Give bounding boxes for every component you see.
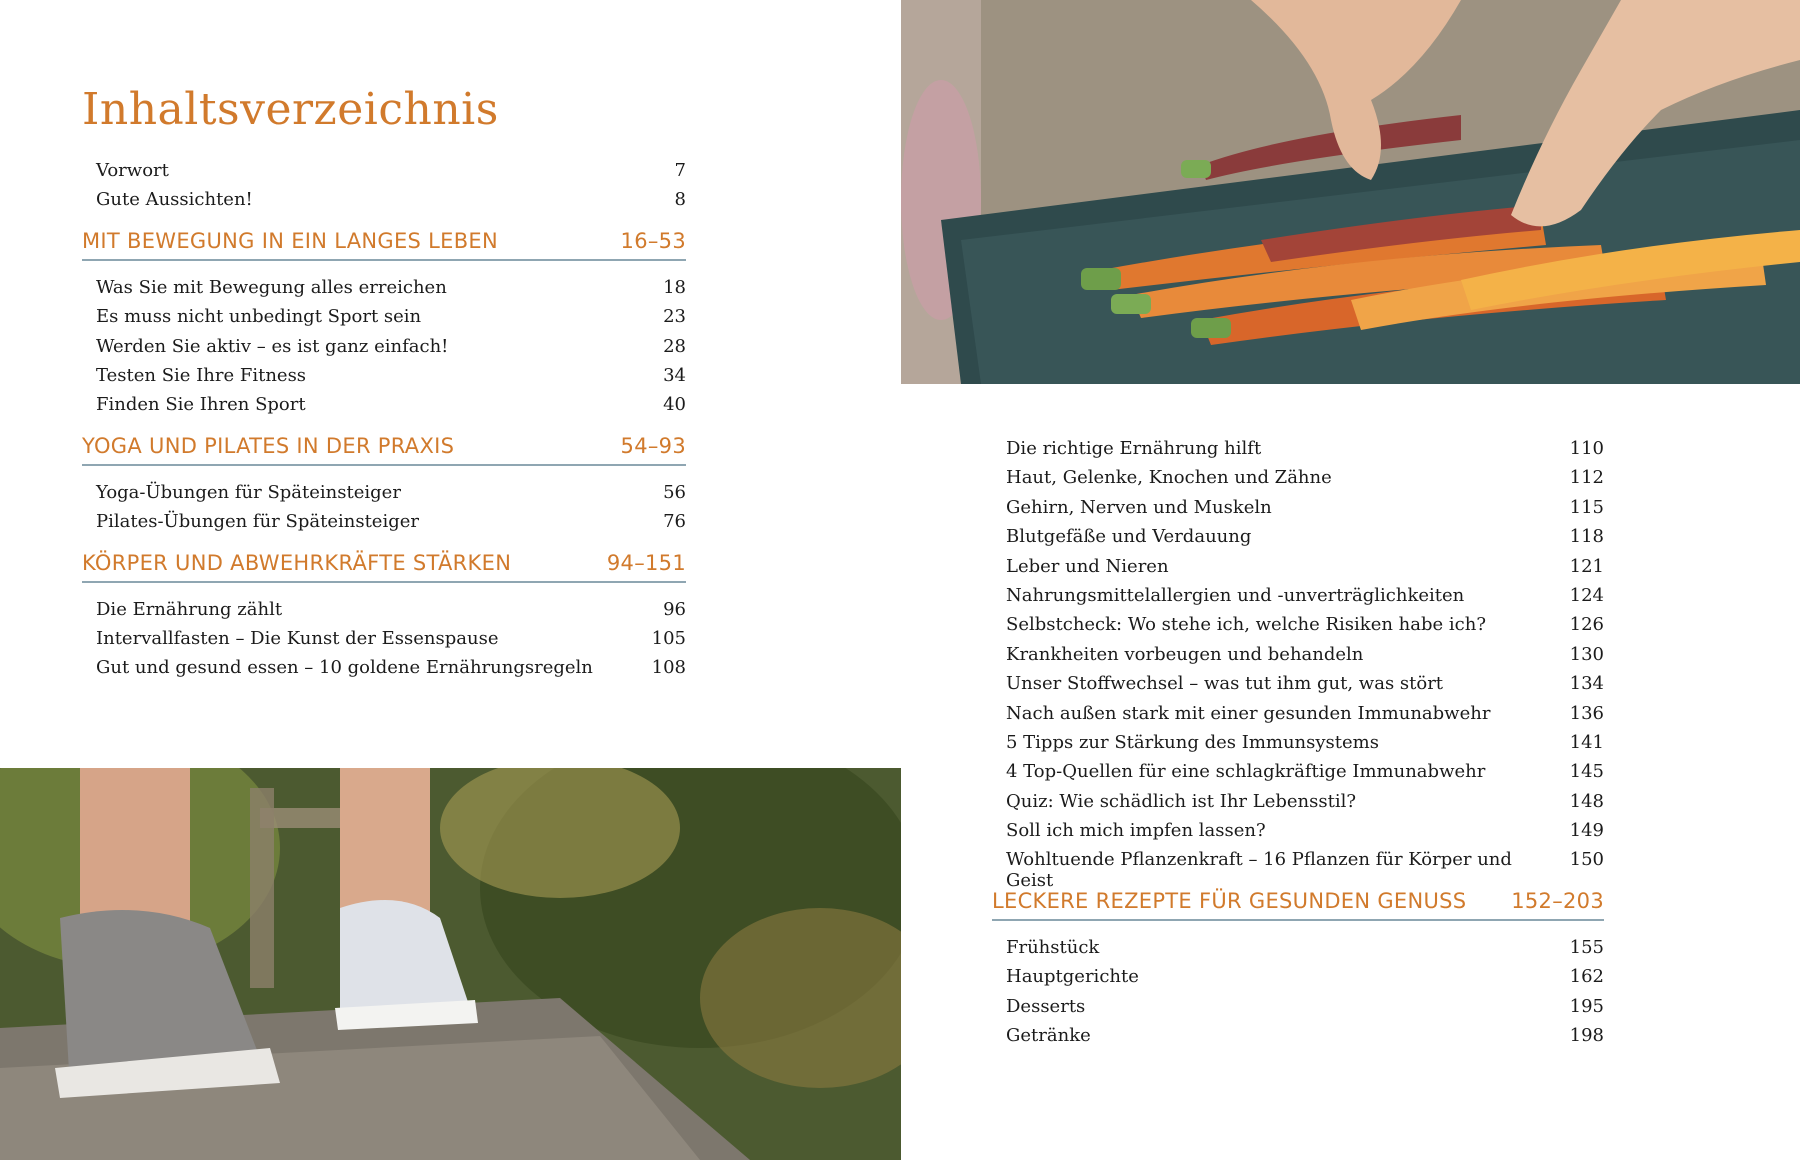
entry-page: 141 [1569,731,1604,753]
entry-page: 148 [1569,790,1604,812]
entry-page: 110 [1569,438,1604,459]
entry-page: 195 [1569,995,1604,1017]
toc-entry [82,306,686,335]
entry-title: Wohltuende Pflanzenkraft – 16 Pflanzen für Körper und Geist [1006,849,1512,892]
toc-entry [82,482,686,511]
entry-title: 5 Tipps zur Stärkung des Immunsystems [1006,731,1379,753]
toc-entry [82,657,686,686]
entry-title: Getränke [1006,1025,1091,1047]
entry-title: Haut, Gelenke, Knochen und Zähne [1006,467,1332,489]
entry-page: 126 [1569,614,1604,636]
toc-entry [82,511,686,540]
toc-entry [82,160,686,189]
entry-title: Nach außen stark mit einer gesunden Immunabwehr [1006,702,1491,724]
entry-title: Quiz: Wie schädlich ist Ihr Lebensstil? [1006,790,1356,812]
toc-entry [992,937,1604,966]
entry-page: 130 [1569,643,1604,665]
entry-page: 34 [663,364,686,386]
toc-entry [82,599,686,628]
section-title: YOGA UND PILATES IN DER PRAXIS [82,433,455,458]
toc-entry [992,703,1604,732]
section-heading [992,889,1604,921]
section-heading [82,551,686,583]
entry-page: 155 [1569,936,1604,958]
toc-entry [992,966,1604,995]
entry-title: Die richtige Ernährung hilft [1006,438,1262,459]
entry-page: 7 [674,160,686,181]
entry-title: Gut und gesund essen – 10 goldene Ernährungsregeln [96,657,593,679]
section-range: 16–53 [620,228,686,253]
entry-title: Nahrungsmittelallergien und -unverträglichkeiten [1006,584,1465,606]
entry-page: 162 [1569,966,1604,988]
section-range: 54–93 [620,433,686,458]
entry-page: 76 [663,511,686,533]
toc-entry [992,467,1604,496]
entry-page: 134 [1569,673,1604,695]
entry-page: 108 [651,657,686,679]
entry-page: 56 [663,481,686,503]
entry-title: Hauptgerichte [1006,966,1139,988]
carrots-illustration [901,0,1800,384]
entry-page: 145 [1569,761,1604,783]
entry-title: Vorwort [96,160,169,181]
toc-entry [992,585,1604,614]
section-heading [82,229,686,261]
entry-page: 150 [1569,849,1604,871]
toc-entry [992,614,1604,643]
entry-title: Unser Stoffwechsel – was tut ihm gut, was stört [1006,673,1444,695]
entry-page: 115 [1569,496,1604,518]
entry-title: Frühstück [1006,936,1100,958]
toc-entry [992,673,1604,702]
entry-title: Krankheiten vorbeugen und behandeln [1006,643,1364,665]
entry-title: Es muss nicht unbedingt Sport sein [96,306,422,328]
section-heading [82,434,686,466]
toc-right-column [992,438,1604,1054]
section-range: 152–203 [1511,888,1604,913]
toc-entry [992,820,1604,849]
entry-title: Testen Sie Ihre Fitness [96,364,307,386]
entry-page: 136 [1569,702,1604,724]
entry-page: 96 [663,598,686,620]
entry-title: Die Ernährung zählt [96,598,283,620]
toc-entry [992,791,1604,820]
toc-entry [82,277,686,306]
toc-entry [82,394,686,423]
walking-photo [0,768,901,1160]
entry-page: 112 [1569,467,1604,489]
section-title: MIT BEWEGUNG IN EIN LANGES LEBEN [82,228,499,253]
entry-title: Gehirn, Nerven und Muskeln [1006,496,1272,518]
entry-title: Pilates-Übungen für Späteinsteiger [96,511,419,533]
toc-entry [82,365,686,394]
entry-page: 105 [651,627,686,649]
section-range: 94–151 [606,550,686,575]
toc-entry [992,1025,1604,1054]
entry-title: Gute Aussichten! [96,189,253,211]
toc-left-column [82,160,686,687]
entry-page: 124 [1569,584,1604,606]
toc-entry [992,849,1604,892]
entry-page: 149 [1569,820,1604,842]
entry-title: Desserts [1006,995,1086,1017]
toc-entry [992,526,1604,555]
toc-entry [992,556,1604,585]
walking-illustration [0,768,901,1160]
entry-title: Finden Sie Ihren Sport [96,394,306,416]
entry-title: Was Sie mit Bewegung alles erreichen [96,276,447,298]
entry-page: 121 [1569,555,1604,577]
toc-entry [992,761,1604,790]
carrots-photo [901,0,1800,384]
toc-entry [992,732,1604,761]
toc-entry [992,497,1604,526]
section-title: KÖRPER UND ABWEHRKRÄFTE STÄRKEN [82,550,512,575]
toc-entry [82,336,686,365]
entry-title: Selbstcheck: Wo stehe ich, welche Risiken habe ich? [1006,614,1486,636]
section-title: LECKERE REZEPTE FÜR GESUNDEN GENUSS [992,888,1467,913]
entry-page: 18 [663,276,686,298]
entry-title: Yoga-Übungen für Späteinsteiger [96,481,401,503]
toc-entry [82,189,686,218]
entry-title: Werden Sie aktiv – es ist ganz einfach! [96,335,449,357]
entry-page: 40 [663,394,686,416]
entry-title: Blutgefäße und Verdauung [1006,526,1252,548]
page-title: Inhaltsverzeichnis [82,84,499,135]
entry-title: Soll ich mich impfen lassen? [1006,820,1266,842]
entry-title: Leber und Nieren [1006,555,1169,577]
entry-page: 8 [674,189,686,211]
entry-title: 4 Top-Quellen für eine schlagkräftige Immunabwehr [1006,761,1486,783]
entry-page: 28 [663,335,686,357]
entry-title: Intervallfasten – Die Kunst der Essenspause [96,627,499,649]
toc-entry [992,996,1604,1025]
toc-entry [992,438,1604,467]
entry-page: 118 [1569,526,1604,548]
toc-entry [82,628,686,657]
toc-entry [992,644,1604,673]
entry-page: 198 [1569,1025,1604,1047]
entry-page: 23 [663,306,686,328]
